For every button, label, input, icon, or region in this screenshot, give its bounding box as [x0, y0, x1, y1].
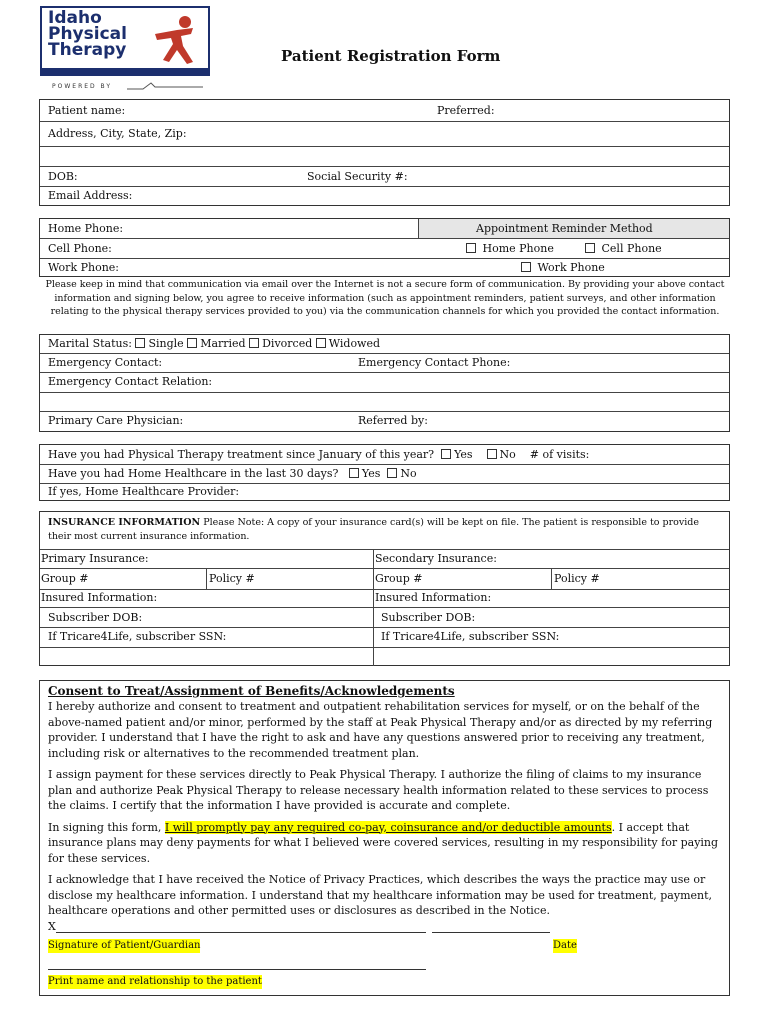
emergency-contact-label: Emergency Contact: — [48, 356, 163, 369]
primary-insured-label: Insured Information: — [41, 591, 158, 604]
logo-line-3: Therapy — [48, 40, 127, 60]
consent-paragraph-1: I hereby authorize and consent to treatment and outpatient rehabilitation services for myself, or on the behalf of the above-named patient and/or minor, performed by the staff at Peak Physical Therapy and/or as directed by my referring provider. I understand that I have the right to ask and have any questions answered prior to receiving any treatment, including risk or alternatives to the recommended treatment plan. — [48, 700, 713, 760]
checkbox-icon[interactable] — [387, 468, 397, 478]
reminder-work-option[interactable]: Work Phone — [521, 261, 605, 275]
work-phone-label: Work Phone: — [48, 261, 120, 274]
signature-line[interactable] — [56, 932, 426, 933]
patient-name-label: Patient name: — [48, 104, 126, 117]
secondary-subscriber-dob-label: Subscriber DOB: — [381, 611, 476, 624]
reminder-header: Appointment Reminder Method — [476, 222, 653, 235]
logo-figure-icon — [147, 12, 205, 66]
dob-label: DOB: — [48, 170, 78, 183]
consent-section — [39, 680, 730, 996]
pt-history-question: Have you had Physical Therapy treatment since January of this year? Yes No # of visits: — [48, 448, 590, 461]
checkbox-icon[interactable] — [466, 243, 476, 253]
print-name-label: Print name and relationship to the patient — [48, 976, 262, 987]
hh-provider-label: If yes, Home Healthcare Provider: — [48, 485, 240, 498]
logo-line-2: Physical — [48, 24, 127, 44]
primary-policy-label: Policy # — [209, 572, 255, 585]
phone-section — [39, 218, 730, 277]
checkbox-icon[interactable] — [521, 262, 531, 272]
checkbox-icon[interactable] — [135, 338, 145, 348]
consent-title: Consent to Treat/Assignment of Benefits/Acknowledgements — [48, 684, 455, 698]
checkbox-icon[interactable] — [441, 449, 451, 459]
consent-paragraph-4: I acknowledge that I have received the Notice of Privacy Practices, which describes the ways the practice may use or disclose my healthcare information. I understand that my healthcare information may be used for treatment, payment, healthcare operations and other permitted uses or disclosures as described in the Notice. — [48, 873, 713, 917]
page-title: Patient Registration Form — [281, 47, 501, 65]
signature-label: Signature of Patient/Guardian — [48, 940, 201, 951]
primary-subscriber-dob-label: Subscriber DOB: — [48, 611, 143, 624]
address-label: Address, City, State, Zip: — [48, 127, 187, 140]
email-label: Email Address: — [48, 189, 133, 202]
insurance-header: INSURANCE INFORMATION Please Note: A copy of your insurance card(s) will be kept on file. The patient is responsible to provide their most current insurance information. — [48, 517, 699, 542]
emergency-relation-label: Emergency Contact Relation: — [48, 375, 213, 388]
cell-phone-label: Cell Phone: — [48, 242, 112, 255]
consent-paragraph-2: I assign payment for these services directly to Peak Physical Therapy. I authorize the filing of claims to my insurance plan and authorize Peak Physical Therapy to release necessary health information related to these services to process the claims. I certify that the information I have provided is accurate and complete. — [48, 768, 709, 812]
secondary-group-label: Group # — [375, 572, 423, 585]
payment-highlight: I will promptly pay any required co-pay, coinsurance and/or deductible amounts — [164, 820, 612, 834]
checkbox-icon[interactable] — [316, 338, 326, 348]
marital-status: Marital Status: Single Married Divorced Widowed — [48, 337, 381, 350]
pcp-label: Primary Care Physician: — [48, 414, 184, 427]
consent-paragraph-3: In signing this form, I will promptly pay any required co-pay, coinsurance and/or deductible amounts. I accept that insurance plans may deny payments for what I believed were covered services, resulting in my responsibility for paying for these services. — [48, 820, 719, 865]
date-label: Date — [553, 940, 577, 951]
preferred-label: Preferred: — [437, 104, 495, 117]
ssn-label: Social Security #: — [307, 170, 408, 183]
peak-logo-icon — [125, 80, 205, 92]
primary-group-label: Group # — [41, 572, 89, 585]
reminder-home-option[interactable]: Home Phone — [466, 242, 554, 256]
primary-insurance-label: Primary Insurance: — [41, 552, 149, 565]
secondary-tricare-label: If Tricare4Life, subscriber SSN: — [381, 630, 560, 643]
signature-x: X — [48, 920, 56, 933]
secondary-policy-label: Policy # — [554, 572, 600, 585]
secondary-insured-label: Insured Information: — [375, 591, 492, 604]
checkbox-icon[interactable] — [487, 449, 497, 459]
referred-by-label: Referred by: — [358, 414, 428, 427]
email-notice: Please keep in mind that communication via email over the Internet is not a secure form of communication. By providing your above contact information and signing below, you agree to receive information (such as appointment reminders, patient surveys, and other information relating to the physical therapy services provided to you) via the communication channels for which you provided the contact information. — [45, 279, 725, 317]
hh-question: Have you had Home Healthcare in the last 30 days? Yes No — [48, 467, 417, 480]
checkbox-icon[interactable] — [187, 338, 197, 348]
primary-tricare-label: If Tricare4Life, subscriber SSN: — [48, 630, 227, 643]
logo-line-1: Idaho — [48, 8, 102, 28]
marital-section — [39, 334, 730, 432]
patient-info-section — [39, 99, 730, 206]
date-line[interactable] — [432, 932, 550, 933]
checkbox-icon[interactable] — [349, 468, 359, 478]
logo — [40, 6, 210, 76]
powered-by: POWERED BY — [52, 83, 113, 90]
print-name-line[interactable] — [48, 969, 426, 970]
checkbox-icon[interactable] — [249, 338, 259, 348]
secondary-insurance-label: Secondary Insurance: — [375, 552, 497, 565]
emergency-phone-label: Emergency Contact Phone: — [358, 356, 511, 369]
home-phone-label: Home Phone: — [48, 222, 124, 235]
insurance-section — [39, 511, 730, 666]
checkbox-icon[interactable] — [585, 243, 595, 253]
reminder-cell-option[interactable]: Cell Phone — [585, 242, 662, 256]
history-section — [39, 444, 730, 501]
